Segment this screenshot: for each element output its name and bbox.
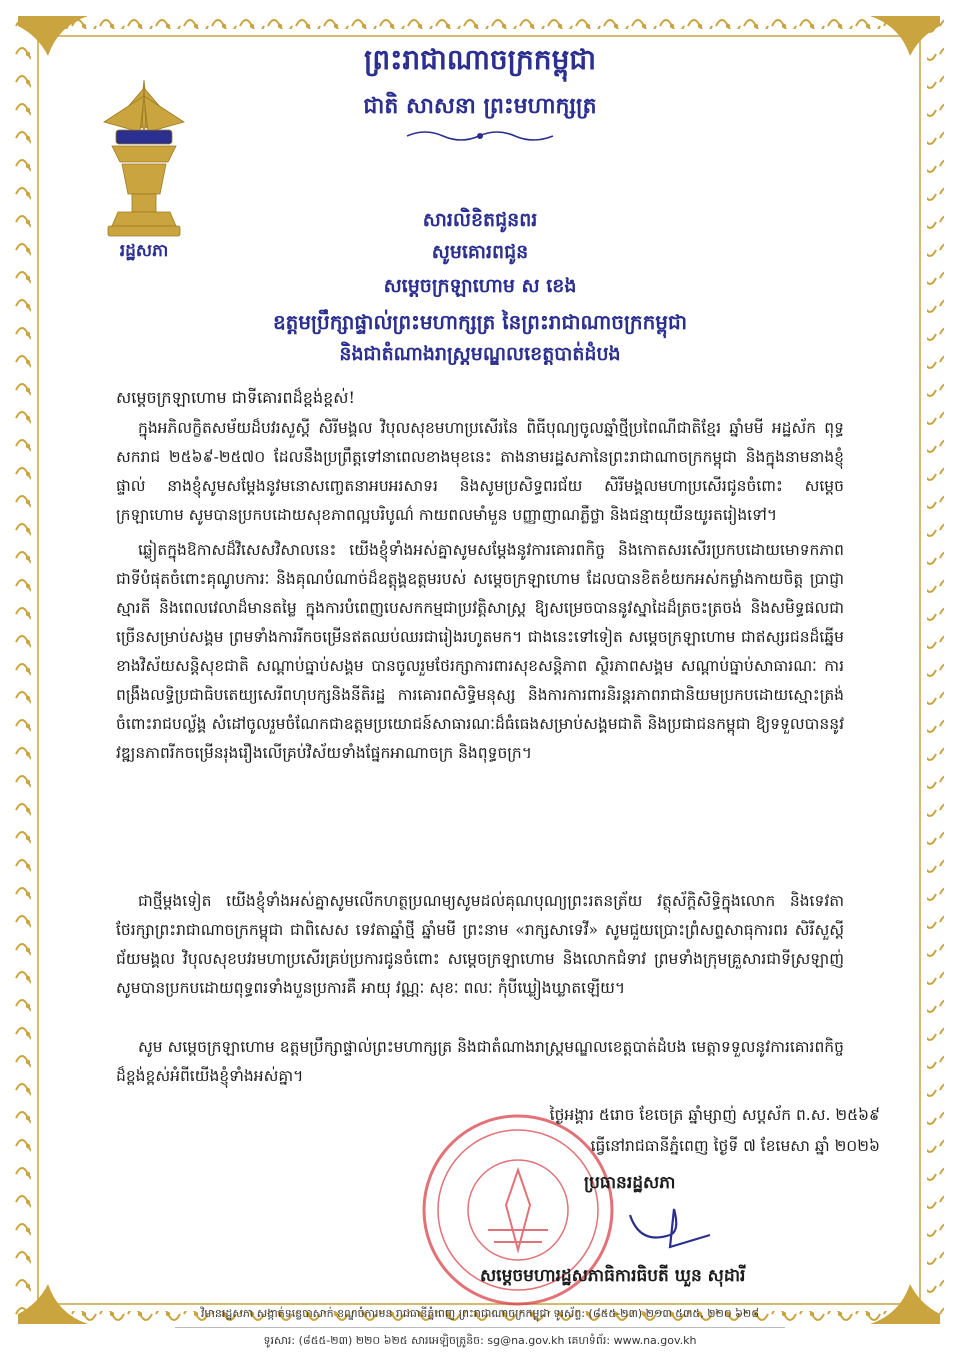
solar-date: ធ្វើនៅរាជធានីភ្នំពេញ ថ្ងៃទី ៧ ខែមេសា ឆ្នាំ ២០២៦	[590, 1137, 880, 1155]
footer-divider	[175, 1327, 785, 1328]
handwritten-signature-icon	[610, 1195, 720, 1255]
national-motto: ជាតិ សាសនា ព្រះមហាក្សត្រ	[363, 93, 597, 119]
recipient-name: សម្ដេចក្រឡាហោម ស ខេង	[383, 275, 577, 297]
paragraph-4: សូម សម្ដេចក្រឡាហោម ឧត្តមប្រឹក្សាផ្ទាល់ព្រះមហាក្សត្រ និងជាតំណាងរាស្ត្រមណ្ឌលខេត្តបាត់ដំបង មេត្តាទទួលនូវការគោរពកិច្ចដ៏ខ្ពង់ខ្ពស់អំពីយើងខ្ញុំទាំងអស់គ្នា។	[116, 1038, 844, 1085]
paragraph-2: ឆ្លៀតក្នុងឱកាសដ៏វិសេសវិសាលនេះ យើងខ្ញុំទាំងអស់គ្នាសូមសម្ដែងនូវការគោរពកិច្ច និងកោតសរសើរប្រកបដោយមោទកភាពជាទីបំផុតចំពោះគុណូបការៈ និងគុណបំណាច់ដ៏ឧត្តុង្គឧត្តមរបស់ សម្ដេចក្រឡាហោម ដែលបានខិតខំយកអស់កម្លាំងកាយចិត្ត ប្រាជ្ញាស្មារតី និងពេលវេលាដ៏មានតម្លៃ ក្នុងការបំពេញបេសកកម្មជាប្រវត្តិសាស្ត្រ ឱ្យសម្រេចបាននូវស្នាដៃដ៏ត្រចះត្រចង់ និងសមិទ្ធផលជាច្រើនសម្រាប់សង្គម ព្រមទាំងការរីកចម្រើនឥតឈប់ឈរជារៀងរហូតមក។ ជាងនេះទៅទៀត សម្ដេចក្រឡាហោម ជាឥស្សរជនដ៏ឆ្នើមខាងវិស័យសន្តិសុខជាតិ សណ្ដាប់ធ្នាប់សង្គម បានចូលរួមថែរក្សាការពារសុខសន្តិភាព ស្ថិរភាពសង្គម សណ្ដាប់ធ្នាប់សាធារណៈ ការពង្រឹងលទ្ធិប្រជាធិបតេយ្យសេរីពហុបក្សនិងនីតិរដ្ឋ ការគោរពសិទ្ធិមនុស្ស និងការការពារនិរន្តរភាពរាជានិយមប្រកបដោយស្មោះត្រង់ចំពោះរាជបល្ល័ង្គ សំដៅចូលរួមចំណែកជាឧត្តមប្រយោជន៍សាធារណៈដ៏ធំធេងសម្រាប់សង្គមជាតិ និងប្រជាជនកម្ពុជា ឱ្យទទួលបាននូវវឌ្ឍនភាពរីកចម្រើនរុងរឿងលើគ្រប់វិស័យទាំងផ្នែកអាណាចក្រ និងពុទ្ធចក្រ។	[116, 541, 844, 762]
signer-role: ប្រធានរដ្ឋសភា	[584, 1173, 676, 1193]
letter-title: សារលិខិតជូនពរ	[422, 209, 538, 231]
respectfully-to: សូមគោរពជូន	[431, 241, 529, 263]
paragraph-3: ជាថ្មីម្ដងទៀត យើងខ្ញុំទាំងអស់គ្នាសូមលើកហត្ថប្រណម្យសូមដល់គុណបុណ្យព្រះរតនត្រ័យ វត្ថុស័ក្តិសិទ្ធិក្នុងលោក និងទេវតាថែរក្សាព្រះរាជាណាចក្រកម្ពុជា ជាពិសេស ទេវតាឆ្នាំថ្មី ឆ្នាំមមី ព្រះនាម «រាក្សសាទេវី» សូមជួយប្រោះព្រំសព្ទសាធុការពរ សិរីសួស្ដី ជ័យមង្គល វិបុលសុខបវរមហាប្រសើរគ្រប់ប្រការជូនចំពោះ សម្ដេចក្រឡាហោម និងលោកជំទាវ ព្រមទាំងក្រុមគ្រួសារជាទីស្រឡាញ់ សូមបានប្រកបដោយពុទ្ធពរទាំងបួនប្រការគឺ អាយុ វណ្ណៈ សុខៈ ពលៈ កុំបីឃ្លៀងឃ្លាតឡើយ។	[116, 892, 844, 997]
kingdom-title: ព្រះរាជាណាចក្រកម្ពុជា	[363, 43, 596, 76]
emblem-label: រដ្ឋសភា	[119, 241, 169, 261]
paragraph-1: ក្នុងអភិលក្ខិតសម័យដ៏បវរសួស្ដី សិរីមង្គល វិបុលសុខមហាប្រសើរនៃ ពិធីបុណ្យចូលឆ្នាំថ្មីប្រពៃណីជាតិខ្មែរ ឆ្នាំមមី អដ្ឋស័ក ពុទ្ធសករាជ ២៥៦៩-២៥៧០ ដែលនឹងប្រព្រឹត្តទៅនាពេលខាងមុខនេះ តាងនាមរដ្ឋសភានៃព្រះរាជាណាចក្រកម្ពុជា និងក្នុងនាមនាងខ្ញុំផ្ទាល់ នាងខ្ញុំសូមសម្ដែងនូវមនោសញ្ចេតនាអបអរសាទរ និងសូមប្រសិទ្ធពរជ័យ សិរីមង្គលមហាប្រសើរជូនចំពោះ សម្ដេចក្រឡាហោម សូមបានប្រកបដោយសុខភាពល្អបរិបូណ៌ កាយពលមាំមួន បញ្ញាញាណភ្លឺថ្លា និងជន្មាយុយឺនយូរតរៀងទៅ។	[116, 419, 844, 524]
footer-address: វិមានរដ្ឋសភា សង្កាត់ទន្លេបាសាក់ ខណ្ឌចំការមន រាជធានីភ្នំពេញ ព្រះរាជាណាចក្រកម្ពុជា ទូរស័ព្ទ: (៨៥៥-២៣) ២១៣ ៥៣៥, ២២០ ៦២៨	[200, 1307, 760, 1320]
lunar-date: ថ្ងៃអង្គារ ៥រោច ខែចេត្រ ឆ្នាំម្សាញ់ សប្តស័ក ព.ស. ២៥៦៩	[549, 1106, 880, 1124]
footer-contact: ទូរសារ: (៨៥៥-២៣) ២២០ ៦២៥ សារអេឡិចត្រូនិច: sg@na.gov.kh គេហទំព័រ: www.na.gov.kh	[263, 1334, 697, 1347]
header-divider-icon	[405, 128, 555, 144]
signer-name: សម្ដេចមហារដ្ឋសភាធិការធិបតី ឃួន សុដារី	[480, 1266, 746, 1286]
salutation: សម្ដេចក្រឡាហោម ជាទីគោរពដ៏ខ្ពង់ខ្ពស់!	[116, 388, 355, 407]
recipient-title: ឧត្តមប្រឹក្សាផ្ទាល់ព្រះមហាក្សត្រ នៃព្រះរាជាណាចក្រកម្ពុជា	[272, 310, 688, 334]
recipient-constituency: និងជាតំណាងរាស្ត្រមណ្ឌលខេត្តបាត់ដំបង	[339, 343, 621, 365]
